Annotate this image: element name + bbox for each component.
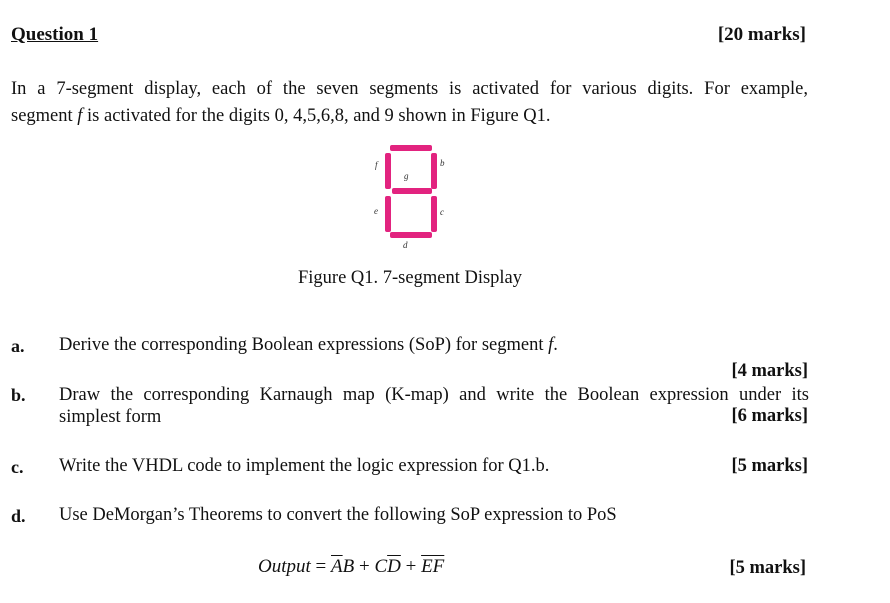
segment-f (385, 153, 391, 189)
intro-line-2-pre: segment (11, 106, 78, 126)
formula-eq: = (310, 556, 331, 577)
figure-caption: Figure Q1. 7-segment Display (297, 268, 523, 288)
part-b-text (59, 384, 809, 428)
segment-b (431, 153, 437, 189)
formula-d-bar: $\overline{D}$ (387, 556, 401, 577)
intro-paragraph (11, 76, 808, 130)
label-b: b (440, 158, 445, 168)
part-b-marks: [6 marks] (731, 406, 808, 426)
part-a-text (59, 335, 558, 356)
question-title: Question 1 (11, 24, 99, 45)
label-c: c (440, 207, 444, 217)
label-f: f (375, 160, 378, 170)
formula-a-bar: $\overline{A}$ (331, 556, 343, 577)
part-a-text-pre: Derive the corresponding Boolean expressions (SoP) for segment (59, 335, 549, 355)
formula-b: B (342, 556, 355, 577)
demorgan-formula (258, 556, 444, 578)
intro-segment-var: f (77, 106, 83, 126)
part-c-label: c. (11, 457, 24, 477)
part-a-marks: [4 marks] (731, 361, 808, 381)
formula-c: C (374, 556, 388, 577)
intro-line-2-post: is activated for the digits 0, 4,5,6,8, and 9 shown in Figure Q1. (82, 106, 551, 126)
label-e: e (374, 206, 378, 216)
part-b-label: b. (11, 385, 26, 405)
seven-segment-display (370, 142, 450, 254)
segment-d (390, 232, 432, 238)
segment-a (390, 145, 432, 151)
formula-plus-1: + (354, 556, 375, 577)
formula-ef-bar: $\overline{EF}$ (421, 556, 445, 577)
segment-g (392, 188, 432, 194)
part-a-segment-var: f (548, 335, 554, 355)
formula-lhs: Output (258, 556, 311, 577)
part-d-text: Use DeMorgan’s Theorems to convert the following SoP expression to PoS (59, 505, 617, 525)
segment-e (385, 196, 391, 232)
segment-c (431, 196, 437, 232)
part-c-marks: [5 marks] (731, 456, 808, 476)
part-d-marks: [5 marks] (729, 558, 806, 578)
label-d: d (403, 240, 408, 250)
total-marks: [20 marks] (717, 24, 806, 45)
intro-line-2 (11, 103, 808, 130)
part-b-line-1: Draw the corresponding Karnaugh map (K-map) and write the Boolean expression under its (59, 385, 809, 405)
part-a-text-post: . (553, 335, 558, 355)
seven-segment-figure (370, 142, 450, 259)
intro-line-1: In a 7-segment display, each of the seven segments is activated for various digits. For example, (11, 79, 808, 99)
part-c-text: Write the VHDL code to implement the logic expression for Q1.b. (59, 456, 550, 476)
part-b-line-2: simplest form (59, 407, 162, 427)
formula-plus-2: + (400, 556, 422, 577)
label-g: g (404, 171, 409, 181)
part-d-label: d. (11, 506, 26, 526)
part-a-label: a. (11, 336, 25, 356)
